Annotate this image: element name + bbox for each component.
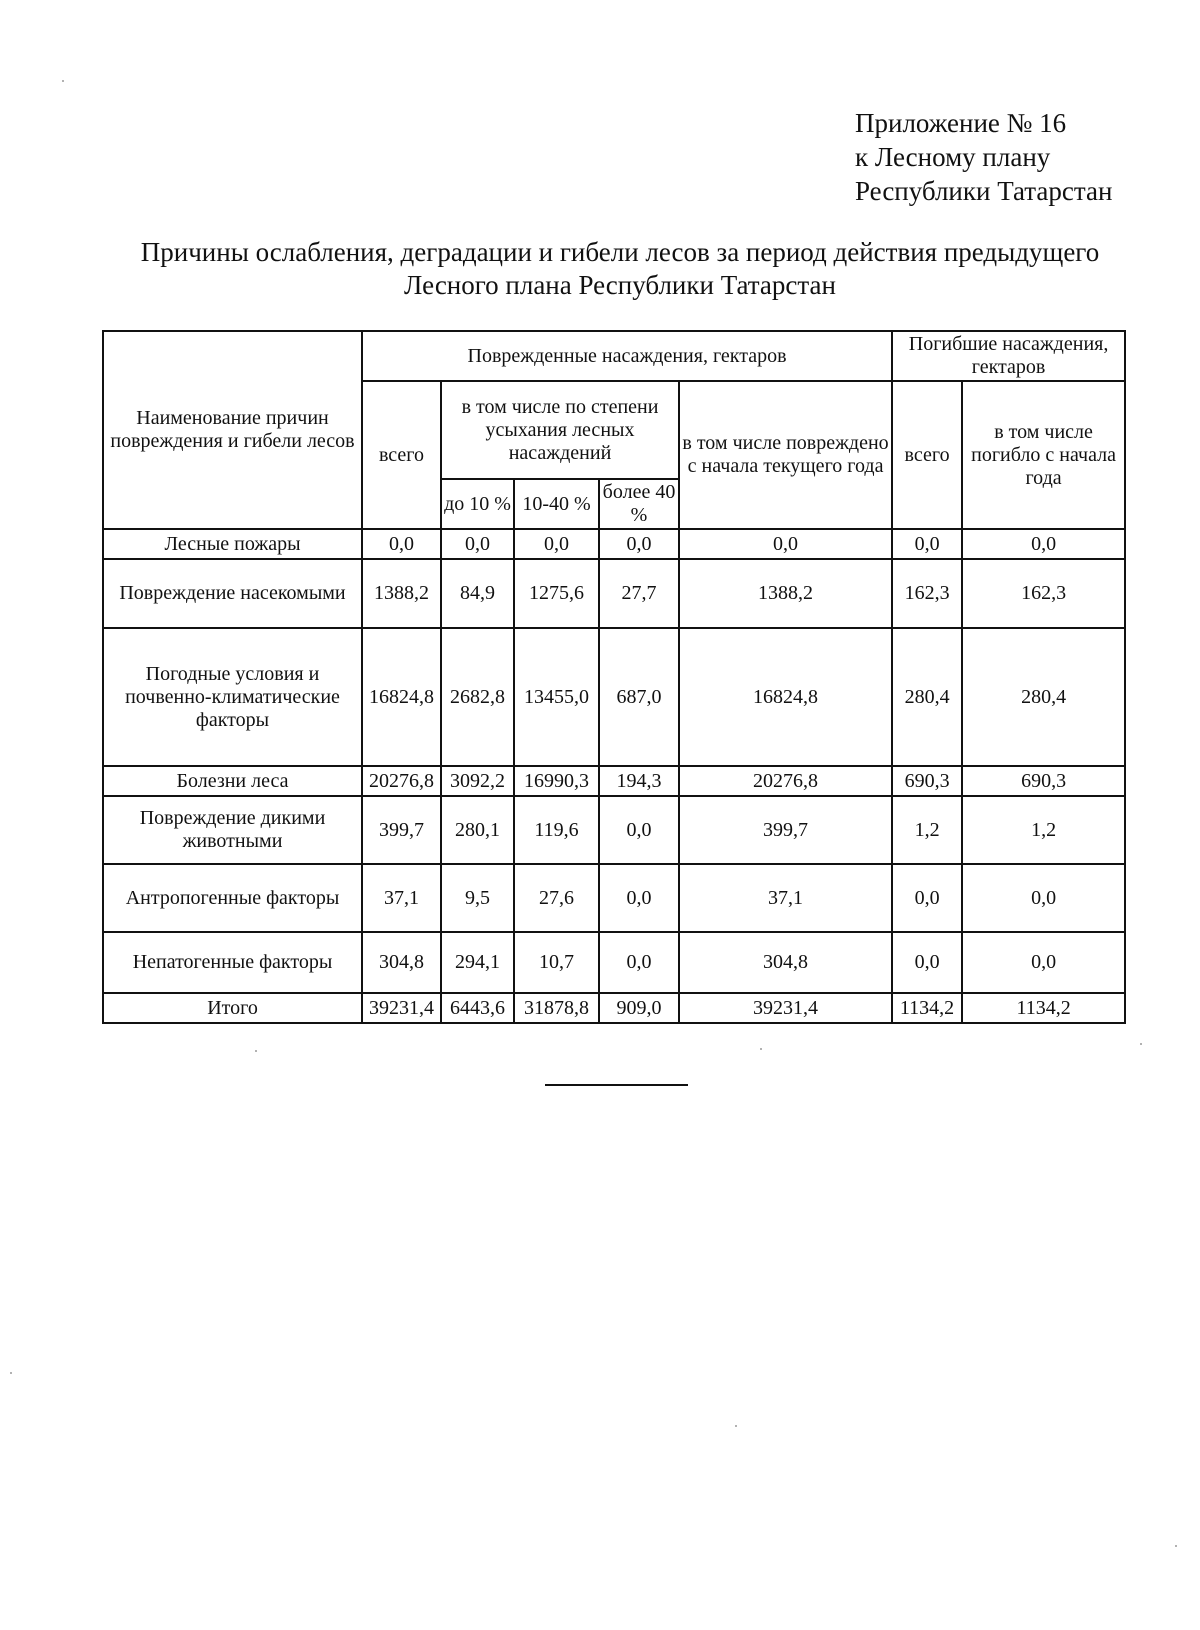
title-line-1: Причины ослабления, деградации и гибели лесов за период действия предыдущего — [140, 237, 1100, 267]
row-value-cell: 0,0 — [441, 529, 514, 559]
table-row — [103, 796, 1125, 864]
table-row — [103, 993, 1125, 1023]
closing-rule — [545, 1084, 688, 1086]
row-value-cell: 37,1 — [362, 864, 441, 932]
row-value-cell: 304,8 — [362, 932, 441, 993]
row-value-cell: 0,0 — [892, 864, 962, 932]
row-cause-name: Повреждение дикими животными — [103, 796, 362, 864]
row-value-cell: 1134,2 — [962, 993, 1125, 1023]
header-up-to-10: до 10 % — [441, 479, 514, 529]
row-value-cell: 0,0 — [892, 932, 962, 993]
title-line-2: Лесного плана Республики Татарстан — [404, 270, 836, 300]
appendix-caption — [855, 106, 1185, 208]
header-dead-group: Погибшие насаждения, гектаров — [892, 331, 1125, 381]
table-row — [103, 529, 1125, 559]
row-value-cell: 690,3 — [892, 766, 962, 796]
header-10-40: 10-40 % — [514, 479, 599, 529]
row-value-cell: 162,3 — [892, 559, 962, 628]
scan-speck — [760, 1048, 762, 1050]
document-title — [80, 236, 1160, 302]
row-value-cell: 162,3 — [962, 559, 1125, 628]
row-value-cell: 31878,8 — [514, 993, 599, 1023]
appendix-to-plan: к Лесному плану — [855, 142, 1051, 172]
row-value-cell: 280,4 — [892, 628, 962, 766]
table-row — [103, 628, 1125, 766]
header-dead-since-year-start: в том числе погибло с начала года — [962, 381, 1125, 529]
scan-speck — [255, 1050, 257, 1052]
table-row — [103, 932, 1125, 993]
row-value-cell: 280,1 — [441, 796, 514, 864]
scan-speck — [62, 80, 64, 82]
row-value-cell: 0,0 — [514, 529, 599, 559]
appendix-number: Приложение № 16 — [855, 108, 1067, 138]
row-value-cell: 39231,4 — [679, 993, 892, 1023]
row-value-cell: 0,0 — [962, 529, 1125, 559]
row-value-cell: 9,5 — [441, 864, 514, 932]
row-value-cell: 39231,4 — [362, 993, 441, 1023]
row-cause-name: Лесные пожары — [103, 529, 362, 559]
header-by-degree: в том числе по степени усыхания лесных насаждений — [441, 381, 679, 479]
row-value-cell: 0,0 — [599, 796, 679, 864]
row-value-cell: 399,7 — [362, 796, 441, 864]
scan-speck — [10, 1372, 12, 1374]
row-value-cell: 294,1 — [441, 932, 514, 993]
header-over-40: более 40 % — [599, 479, 679, 529]
row-value-cell: 27,7 — [599, 559, 679, 628]
row-value-cell: 0,0 — [679, 529, 892, 559]
row-value-cell: 1,2 — [962, 796, 1125, 864]
row-value-cell: 1388,2 — [679, 559, 892, 628]
row-value-cell: 37,1 — [679, 864, 892, 932]
table-row — [103, 766, 1125, 796]
row-value-cell: 6443,6 — [441, 993, 514, 1023]
row-value-cell: 16824,8 — [679, 628, 892, 766]
row-value-cell: 399,7 — [679, 796, 892, 864]
table-row — [103, 559, 1125, 628]
header-cause-name: Наименование причин повреждения и гибели лесов — [103, 331, 362, 529]
header-dead-total: всего — [892, 381, 962, 529]
row-value-cell: 20276,8 — [362, 766, 441, 796]
row-cause-name: Непатогенные факторы — [103, 932, 362, 993]
row-value-cell: 27,6 — [514, 864, 599, 932]
header-damaged-group: Поврежденные насаждения, гектаров — [362, 331, 892, 381]
row-value-cell: 1,2 — [892, 796, 962, 864]
header-damaged-total: всего — [362, 381, 441, 529]
row-value-cell: 84,9 — [441, 559, 514, 628]
row-cause-name: Погодные условия и почвенно-климатические факторы — [103, 628, 362, 766]
row-value-cell: 20276,8 — [679, 766, 892, 796]
row-cause-name: Повреждение насекомыми — [103, 559, 362, 628]
row-value-cell: 10,7 — [514, 932, 599, 993]
row-value-cell: 0,0 — [962, 932, 1125, 993]
row-value-cell: 1134,2 — [892, 993, 962, 1023]
row-cause-name: Антропогенные факторы — [103, 864, 362, 932]
row-value-cell: 1388,2 — [362, 559, 441, 628]
forest-damage-table — [102, 330, 1126, 1024]
row-value-cell: 119,6 — [514, 796, 599, 864]
row-value-cell: 13455,0 — [514, 628, 599, 766]
scan-speck — [1140, 1043, 1142, 1045]
row-value-cell: 909,0 — [599, 993, 679, 1023]
row-value-cell: 0,0 — [599, 932, 679, 993]
row-value-cell: 304,8 — [679, 932, 892, 993]
row-value-cell: 687,0 — [599, 628, 679, 766]
row-value-cell: 1275,6 — [514, 559, 599, 628]
row-value-cell: 16990,3 — [514, 766, 599, 796]
row-value-cell: 2682,8 — [441, 628, 514, 766]
row-value-cell: 3092,2 — [441, 766, 514, 796]
appendix-republic: Республики Татарстан — [855, 176, 1113, 206]
row-value-cell: 0,0 — [892, 529, 962, 559]
table-row — [103, 864, 1125, 932]
header-damaged-since-year-start: в том числе повреждено с начала текущего года — [679, 381, 892, 529]
row-value-cell: 690,3 — [962, 766, 1125, 796]
row-value-cell: 0,0 — [599, 529, 679, 559]
row-cause-name: Болезни леса — [103, 766, 362, 796]
scan-speck — [1175, 1545, 1177, 1547]
row-value-cell: 0,0 — [362, 529, 441, 559]
row-value-cell: 16824,8 — [362, 628, 441, 766]
row-value-cell: 0,0 — [962, 864, 1125, 932]
row-value-cell: 0,0 — [599, 864, 679, 932]
row-value-cell: 194,3 — [599, 766, 679, 796]
row-cause-name: Итого — [103, 993, 362, 1023]
scan-speck — [735, 1425, 737, 1427]
row-value-cell: 280,4 — [962, 628, 1125, 766]
